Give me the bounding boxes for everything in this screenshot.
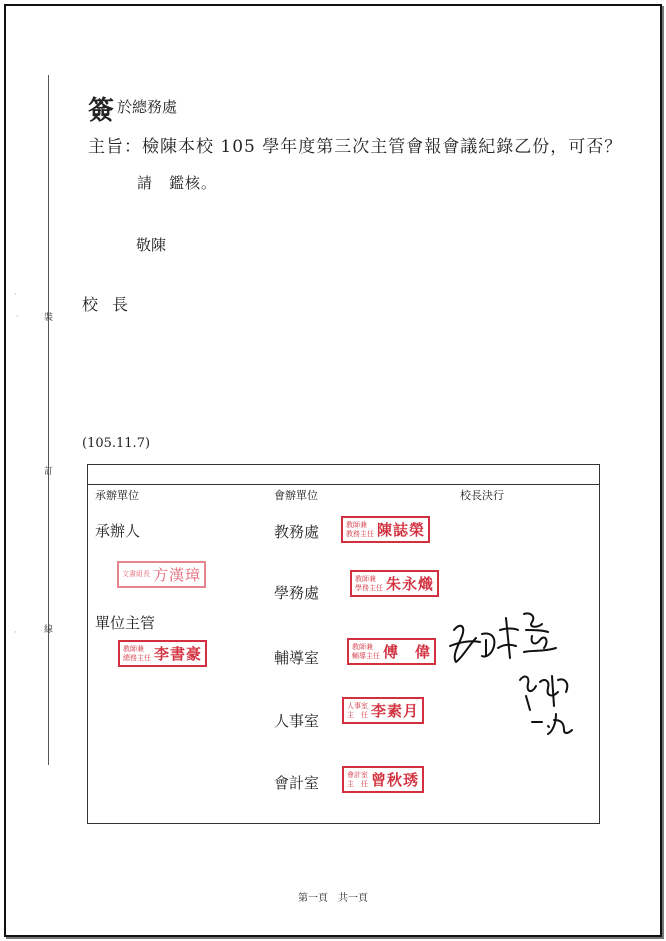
seal-personnel	[342, 697, 424, 724]
dept-accounting: 會計室	[274, 774, 320, 792]
sign-office: 於總務處	[117, 98, 178, 116]
page-footer: 第一頁 共一頁	[298, 893, 368, 904]
seal-title: 學務主任	[355, 583, 383, 592]
seal-title: 教師兼	[352, 642, 373, 651]
seal-title: 教師兼	[355, 574, 376, 583]
dept-personnel: 人事室	[274, 712, 320, 730]
seal-name: 陳誌榮	[377, 521, 426, 539]
scan-speck: ·	[14, 290, 17, 299]
document-date: (105.11.7)	[82, 436, 151, 451]
seal-title: 輔導主任	[352, 651, 380, 660]
request-line: 請 鑑核。	[137, 174, 218, 192]
header-principal-decision: 校長決行	[460, 489, 504, 502]
binding-mark-xian: 線	[44, 625, 54, 635]
seal-name: 傅 偉	[383, 643, 432, 661]
handler-label: 承辦人	[95, 522, 141, 540]
dept-student-affairs: 學務處	[274, 584, 320, 602]
supervisor-label: 單位主管	[95, 614, 156, 632]
seal-student-affairs	[350, 570, 439, 597]
header-joint-units: 會辦單位	[274, 489, 318, 502]
seal-title: 主 任	[347, 779, 368, 788]
header-handling-unit: 承辦單位	[95, 489, 139, 502]
principal-handwritten-approval	[440, 600, 590, 740]
respectfully-submitted: 敬陳	[136, 236, 167, 254]
seal-name: 方漢璋	[153, 566, 202, 584]
binding-mark-zhuang: 裝	[44, 313, 54, 323]
subject-line: 主旨：檢陳本校 105 學年度第三次主管會報會議紀錄乙份，可否？	[88, 137, 623, 157]
table-header-divider	[87, 484, 599, 485]
seal-academic-affairs	[341, 516, 430, 543]
scan-speck: ·	[16, 312, 19, 321]
seal-title: 文書組長	[122, 570, 150, 578]
seal-title: 總務主任	[123, 653, 151, 662]
scan-speck: ·	[14, 628, 17, 637]
seal-title: 教師兼	[346, 520, 367, 529]
seal-name: 李素月	[371, 702, 420, 720]
principal-addressee: 校長	[82, 295, 143, 314]
seal-accounting	[342, 766, 424, 793]
dept-academic-affairs: 教務處	[274, 523, 320, 541]
seal-title: 教務主任	[346, 529, 374, 538]
binding-line	[48, 75, 49, 765]
seal-title: 教師兼	[123, 644, 144, 653]
supervisor-seal	[118, 640, 207, 667]
seal-counseling	[347, 638, 436, 665]
seal-name: 李書豪	[154, 645, 203, 663]
seal-name: 曾秋琇	[371, 771, 420, 789]
dept-counseling: 輔導室	[274, 649, 320, 667]
sign-heading: 簽	[88, 96, 115, 126]
binding-mark-ding: 訂	[44, 467, 54, 477]
seal-title: 會計室	[347, 770, 368, 779]
seal-title: 人事室	[347, 701, 368, 710]
seal-title: 主 任	[347, 710, 368, 719]
handler-seal	[117, 561, 206, 588]
seal-name: 朱永熾	[386, 575, 435, 593]
